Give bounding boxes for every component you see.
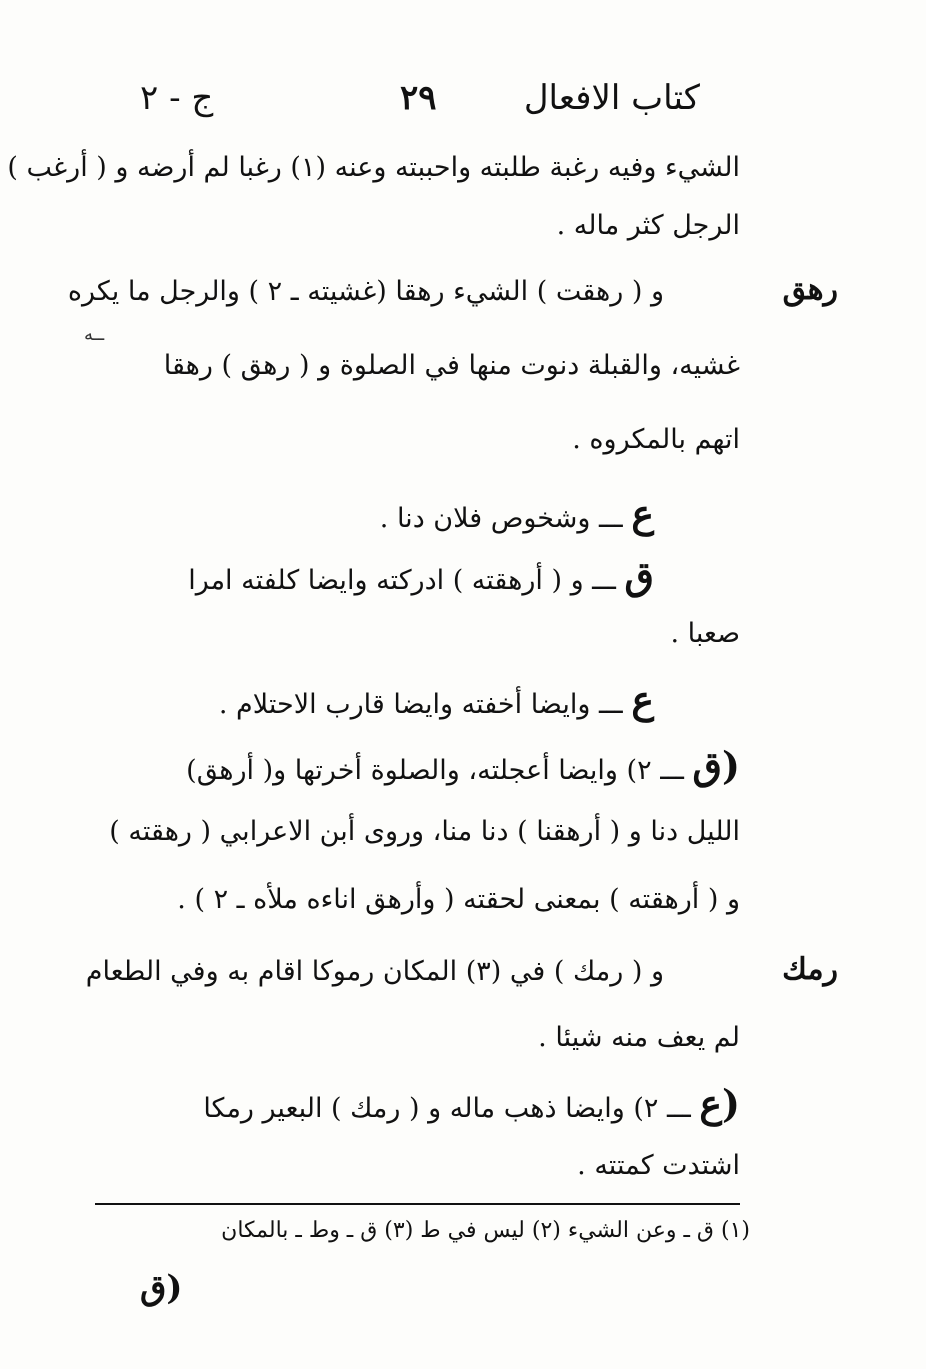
margin-headword-rahq: رهق <box>782 272 838 307</box>
text-line: اتهم بالمكروه . <box>572 424 740 455</box>
margin-headword-ramak: رمك <box>782 952 838 987</box>
variant-line <box>110 743 740 791</box>
variant-siglum: (ع <box>699 1081 740 1126</box>
text-line: و ( رهقت ) الشيء رهقا (غشيته ـ ٢ ) والرجل ما يكره <box>67 276 664 307</box>
book-title: كتاب الافعال <box>523 78 700 118</box>
footnote-divider <box>95 1203 740 1205</box>
text-line: الرجل كثر ماله . <box>556 210 740 241</box>
stray-mark: ــه <box>84 324 105 345</box>
text-line: و ( رمك ) في (٣) المكان رموكا اقام به وفي الطعام <box>85 956 664 987</box>
text-line: لم يعف منه شيئا . <box>538 1022 740 1053</box>
footnotes: (١) ق ـ وعن الشيء (٢) ليس في ط (٣) ق ـ وط ـ بالمكان <box>221 1218 750 1243</box>
page-header <box>120 78 740 128</box>
text-line: و ( أرهقته ) بمعنى لحقته ( وأرهق اناءه ملأه ـ ٢ ) . <box>177 884 740 915</box>
variant-siglum: ع <box>631 491 654 536</box>
variant-siglum: ع <box>631 677 654 722</box>
variant-line <box>94 491 654 539</box>
variant-siglum: (ق <box>692 743 740 788</box>
text-line: غشيه، والقبلة دنوت منها في الصلوة و ( رهق ) رهقا <box>163 350 740 381</box>
page-number: ٢٩ <box>400 78 437 118</box>
volume-label: ج - ٢ <box>140 78 214 118</box>
variant-text: ـــ و ( أرهقته ) ادركته وايضا كلفته امرا <box>188 565 616 596</box>
variant-line <box>94 553 654 601</box>
catchword: (ق <box>140 1268 183 1308</box>
variant-line <box>110 1081 740 1129</box>
variant-text: ـــ ٢) وايضا ذهب ماله و ( رمك ) البعير رمكا <box>203 1093 691 1124</box>
text-line: الليل دنا و ( أرهقنا ) دنا منا، وروى أبن الاعرابي ( رهقته ) <box>109 816 740 847</box>
text-line: الشيء وفيه رغبة طلبته واحببته وعنه (١) رغبا لم أرضه و ( أرغب ) <box>7 152 740 183</box>
text-line: اشتدت كمتته . <box>577 1150 740 1181</box>
variant-text: ـــ ٢) وايضا أعجلته، والصلوة أخرتها و( أرهق) <box>186 755 684 786</box>
variant-line <box>94 677 654 725</box>
variant-text: ـــ وايضا أخفته وايضا قارب الاحتلام . <box>218 689 623 720</box>
variant-siglum: ق <box>624 553 654 598</box>
text-line: صعبا . <box>670 618 740 649</box>
variant-text: ـــ وشخوص فلان دنا . <box>379 503 623 534</box>
